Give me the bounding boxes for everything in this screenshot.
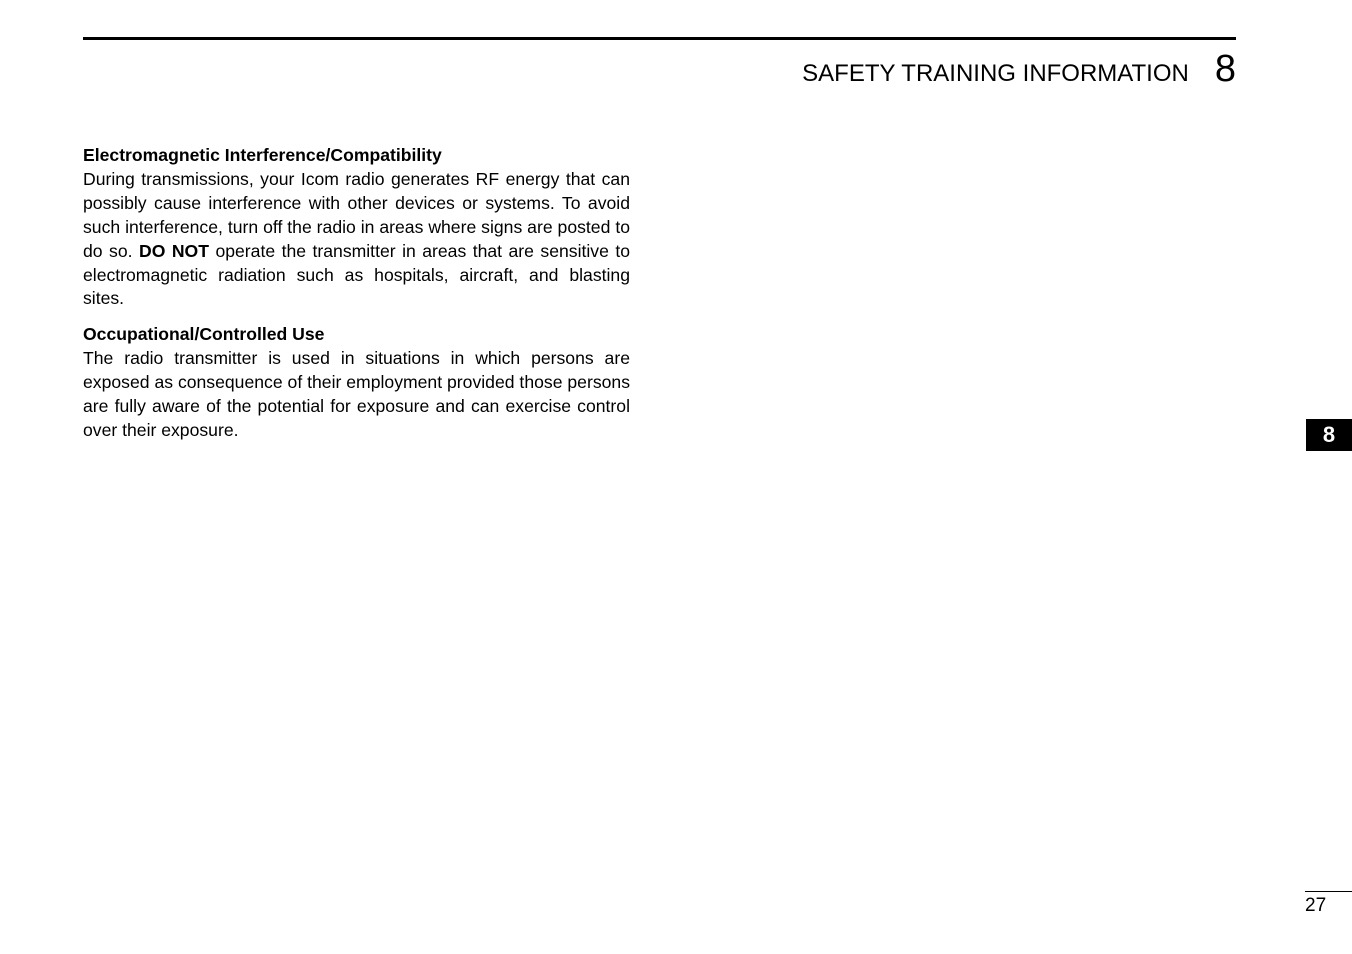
section-occupational (83, 323, 630, 443)
page-number: 27 (1305, 895, 1327, 916)
header-rule (83, 37, 1236, 40)
emi-emphasis: DO NOT (138, 240, 209, 261)
section-body-occupational: The radio transmitter is used in situations in which persons are exposed as consequence of their employment provided those persons are fully aware of the potential for exposure and can exercise control over their exposure. (83, 348, 630, 440)
chapter-number: 8 (1214, 48, 1236, 90)
main-column (83, 144, 630, 443)
section-heading-occupational: Occupational/Controlled Use (83, 324, 325, 345)
section-body-emi (83, 168, 630, 311)
emi-text-part-2: operate the transmitter in areas that are sensitive to electromagnetic radiation such as hospitals, aircraft, and blasting sites. (83, 240, 630, 309)
footer-rule (1305, 891, 1352, 892)
chapter-title: SAFETY TRAINING INFORMATION (802, 60, 1189, 87)
section-heading-emi: Electromagnetic Interference/Compatibility (83, 145, 442, 165)
page-header (802, 48, 1236, 91)
chapter-side-tab: 8 (1306, 419, 1352, 451)
emi-text-part-1: During transmissions, your Icom radio generates RF energy that can possibly cause interference with other devices or systems. To avoid such interference, turn off the radio in areas where signs are posted to do so. (83, 168, 630, 261)
section-emi (83, 144, 630, 311)
